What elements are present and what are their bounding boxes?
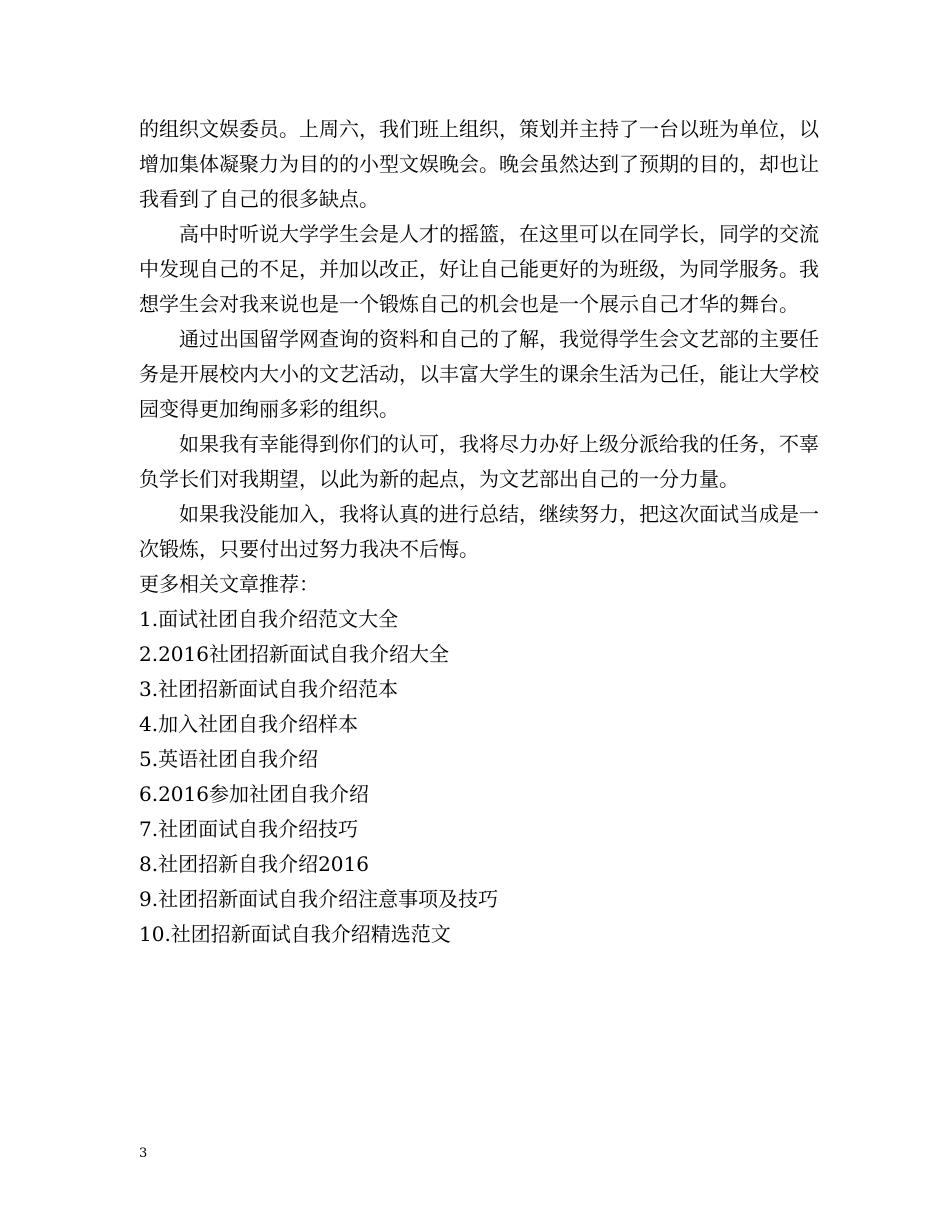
related-article-link[interactable]: 7.社团面试自我介绍技巧 [139, 817, 359, 841]
related-article-link[interactable]: 5.英语社团自我介绍 [139, 747, 319, 771]
document-body [139, 112, 819, 952]
related-article-link[interactable]: 4.加入社团自我介绍样本 [139, 712, 359, 736]
related-articles-list [139, 602, 819, 952]
related-articles-heading: 更多相关文章推荐： [139, 572, 319, 596]
related-article-link[interactable]: 2.2016社团招新面试自我介绍大全 [139, 642, 449, 666]
paragraph-4: 如果我有幸能得到你们的认可，我将尽力办好上级分派给我的任务，不辜负学长们对我期望，以此为新的起点，为文艺部出自己的一分力量。 [139, 432, 819, 491]
related-article-link[interactable]: 10.社团招新面试自我介绍精选范文 [139, 922, 451, 946]
paragraph-1: 的组织文娱委员。上周六，我们班上组织，策划并主持了一台以班为单位，以增加集体凝聚力为目的的小型文娱晚会。晚会虽然达到了预期的目的，却也让我看到了自己的很多缺点。 [139, 117, 819, 211]
related-article-link[interactable]: 8.社团招新自我介绍2016 [139, 852, 369, 876]
related-article-link[interactable]: 9.社团招新面试自我介绍注意事项及技巧 [139, 887, 499, 911]
page-number: 3 [139, 1146, 148, 1161]
related-article-link[interactable]: 3.社团招新面试自我介绍范本 [139, 677, 399, 701]
paragraph-2: 高中时听说大学学生会是人才的摇篮，在这里可以在同学长，同学的交流中发现自己的不足，并加以改正，好让自己能更好的为班级，为同学服务。我想学生会对我来说也是一个锻炼自己的机会也是一个展示自己才华的舞台。 [139, 222, 819, 316]
paragraph-5: 如果我没能加入，我将认真的进行总结，继续努力，把这次面试当成是一次锻炼，只要付出过努力我决不后悔。 [139, 502, 819, 561]
paragraph-3: 通过出国留学网查询的资料和自己的了解，我觉得学生会文艺部的主要任务是开展校内大小的文艺活动，以丰富大学生的课余生活为己任，能让大学校园变得更加绚丽多彩的组织。 [139, 327, 819, 421]
related-article-link[interactable]: 1.面试社团自我介绍范文大全 [139, 607, 399, 631]
related-article-link[interactable]: 6.2016参加社团自我介绍 [139, 782, 369, 806]
